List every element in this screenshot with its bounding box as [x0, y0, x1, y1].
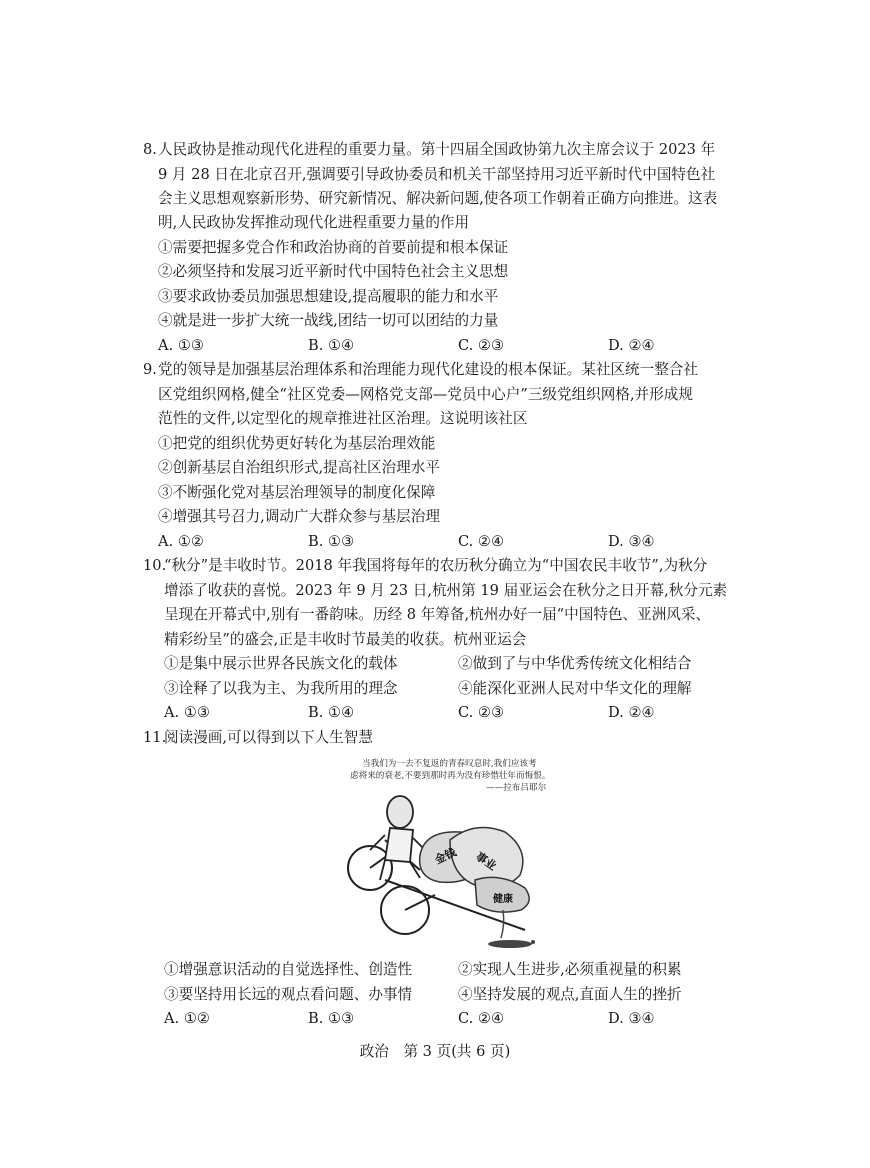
statement: ③要求政协委员加强思想建设,提高履职的能力和水平	[158, 288, 499, 305]
question-text-line: 增添了收获的喜悦。2023 年 9 月 23 日,杭州第 19 届亚运会在秋分之日开幕,秋分元素	[164, 582, 728, 599]
statement: ③诠释了以我为主、为我所用的理念	[164, 680, 398, 697]
bag-label-career: 事业	[473, 849, 499, 874]
question-text-line: 阅读漫画,可以得到以下人生智慧	[164, 729, 373, 746]
bag-label-health: 健康	[493, 894, 513, 905]
question-text-line: 区党组织网格,健全“社区党委—网格党支部—党员中心户”三级党组织网格,并形成规	[158, 386, 693, 403]
choice-d: D. ②④	[608, 704, 655, 721]
question-text-line: 呈现在开幕式中,别有一番韵味。历经 8 年筹备,杭州办好一届“中国特色、亚洲风采、	[164, 606, 711, 623]
statement: ①是集中展示世界各民族文化的载体	[164, 655, 398, 672]
choice-c: C. ②④	[458, 533, 505, 550]
choice-d: D. ③④	[608, 533, 655, 550]
question-text-line: 人民政协是推动现代化进程的重要力量。第十四届全国政协第九次主席会议于 2023 年	[158, 141, 716, 158]
choice-b: B. ①③	[308, 533, 355, 550]
choice-d: D. ③④	[608, 1010, 655, 1027]
statement: ④就是进一步扩大统一战线,团结一切可以团结的力量	[158, 312, 499, 329]
leak-puddle	[488, 910, 535, 948]
choice-b: B. ①③	[308, 1010, 355, 1027]
choice-a: A. ①③	[158, 337, 204, 354]
bag-label-money: 金钱	[432, 845, 459, 867]
question-text-line: “秋分”是丰收时节。2018 年我国将每年的农历秋分确立为“中国农民丰收节”,为秋分	[164, 557, 708, 574]
choice-a: A. ①②	[158, 533, 204, 550]
statement: ②实现人生进步,必须重视量的积累	[458, 961, 682, 978]
cartoon-quote-line: 虑将来的衰老,不要到那时再为没有珍惜壮年而悔恨。	[350, 771, 551, 781]
statement: ②必须坚持和发展习近平新时代中国特色社会主义思想	[158, 263, 509, 280]
page-footer: 政治 第 3 页(共 6 页)	[359, 1043, 511, 1060]
statement: ①增强意识活动的自觉选择性、创造性	[164, 961, 413, 978]
statement: ④能深化亚洲人民对中华文化的理解	[458, 680, 692, 697]
statement: ③要坚持用长远的观点看问题、办事情	[164, 986, 413, 1003]
statement: ④增强其号召力,调动广大群众参与基层治理	[158, 508, 440, 525]
question-text-line: 9 月 28 日在北京召开,强调要引导政协委员和机关干部坚持用习近平新时代中国特色社	[158, 166, 716, 183]
statement: ②做到了与中华优秀传统文化相结合	[458, 655, 692, 672]
cartoon-illustration	[325, 760, 555, 955]
statement: ①需要把握多党合作和政治协商的首要前提和根本保证	[158, 239, 509, 256]
question-number: 11.	[143, 729, 167, 746]
choice-a: A. ①③	[164, 704, 210, 721]
choice-c: C. ②④	[458, 1010, 505, 1027]
statement: ①把党的组织优势更好转化为基层治理效能	[158, 435, 436, 452]
question-number: 10.	[143, 557, 167, 574]
statement: ③不断强化党对基层治理领导的制度化保障	[158, 484, 436, 501]
question-number: 8.	[143, 141, 157, 158]
cartoon-quote-author: ——拉布吕耶尔	[486, 783, 547, 793]
choice-d: D. ②④	[608, 337, 655, 354]
question-text-line: 范性的文件,以定型化的规章推进社区治理。这说明该社区	[158, 410, 528, 427]
statement: ②创新基层自治组织形式,提高社区治理水平	[158, 459, 440, 476]
question-text-line: 明,人民政协发挥推动现代化进程重要力量的作用	[158, 214, 470, 231]
choice-b: B. ①④	[308, 704, 355, 721]
question-number: 9.	[143, 361, 157, 378]
cartoon-quote-line: 当我们为一去不复返的青春叹息时,我们应该考	[362, 759, 537, 769]
question-text-line: 党的领导是加强基层治理体系和治理能力现代化建设的根本保证。某社区统一整合社	[158, 361, 698, 378]
choice-b: B. ①④	[308, 337, 355, 354]
choice-c: C. ②③	[458, 337, 505, 354]
choice-a: A. ①②	[164, 1010, 210, 1027]
question-text-line: 会主义思想观察新形势、研究新情况、解决新问题,使各项工作朝着正确方向推进。这表	[158, 190, 718, 207]
statement: ④坚持发展的观点,直面人生的挫折	[458, 986, 682, 1003]
question-text-line: 精彩纷呈”的盛会,正是丰收时节最美的收获。杭州亚运会	[164, 631, 527, 648]
choice-c: C. ②③	[458, 704, 505, 721]
